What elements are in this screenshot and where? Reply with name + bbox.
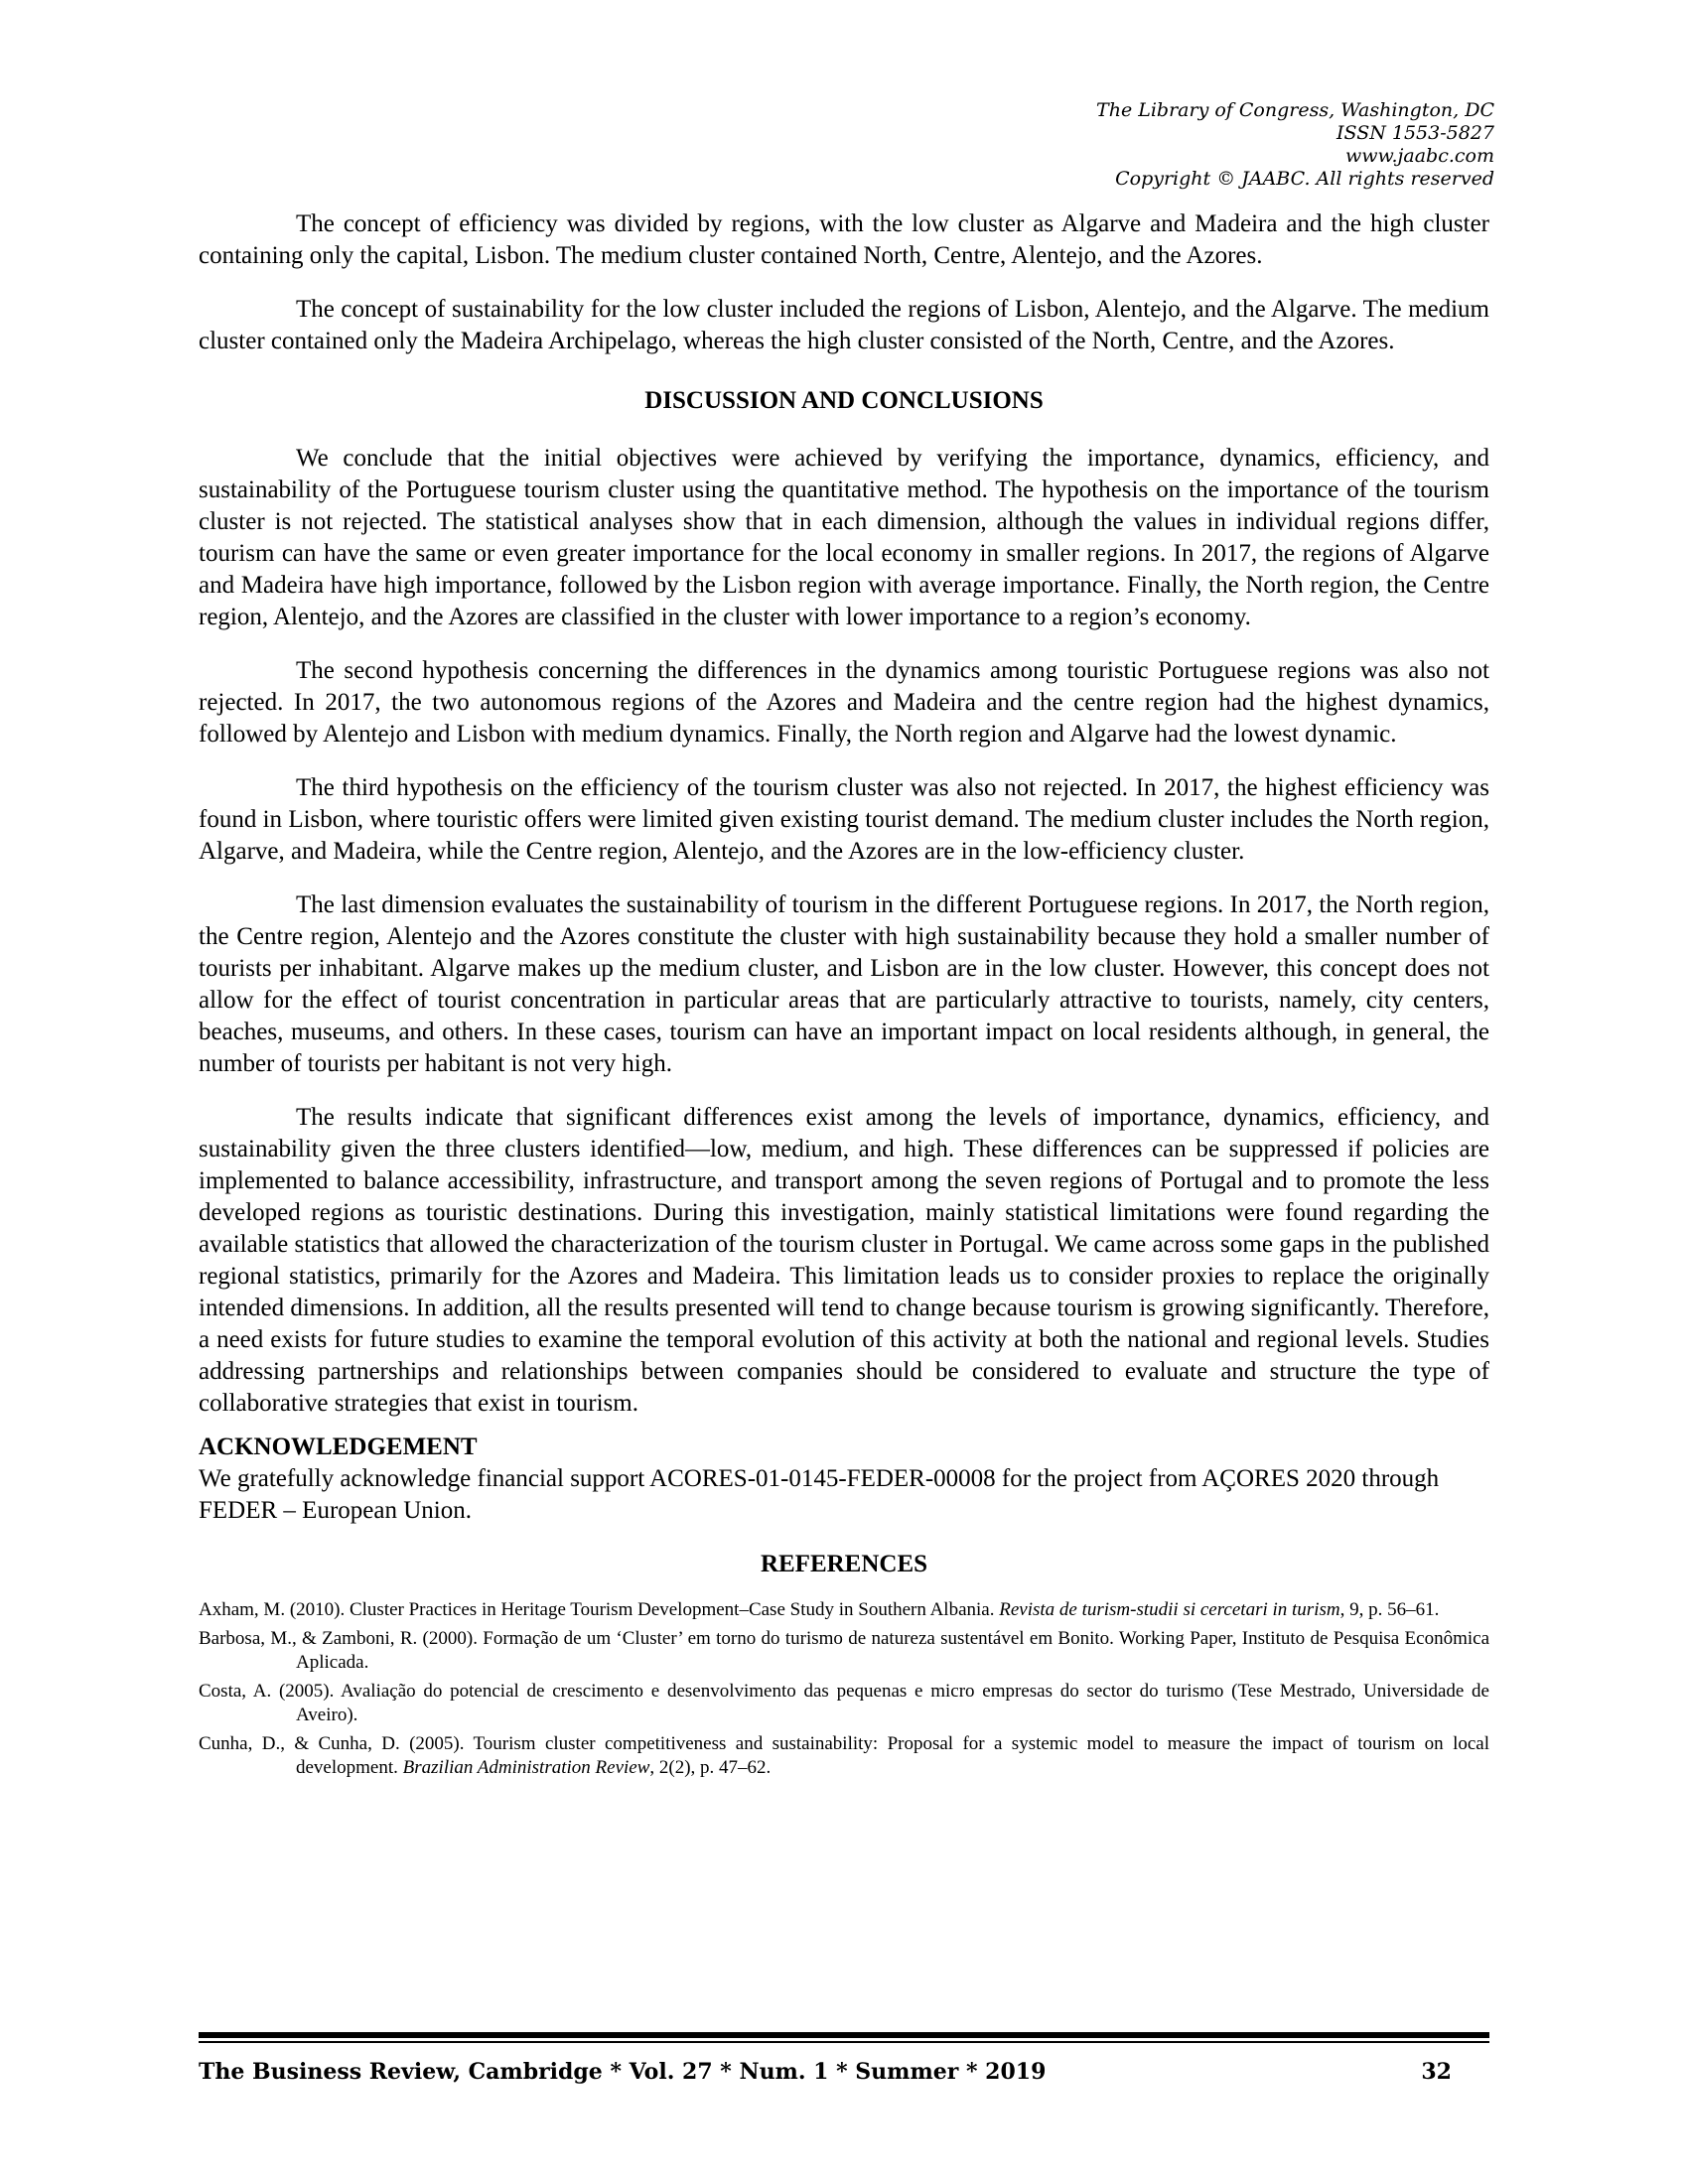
paragraph-discussion-5: The results indicate that significant differences exist among the levels of importance, dynamics, efficiency, and sustainability given the three clusters identified—low, medium, and high. These differences can be suppressed if policies are implemented to balance accessibility, infrastructure, and transport among the seven regions of Portugal and to promote the less developed regions as touristic destinations. During this investigation, mainly statistical limitations were found regarding the available statistics that allowed the characterization of the tourism cluster in Portugal. We came across some gaps in the published regional statistics, primarily for the Azores and Madeira. This limitation leads us to consider proxies to replace the originally intended dimensions. In addition, all the results presented will tend to change because tourism is growing significantly. Therefore, a need exists for future studies to examine the temporal evolution of this activity at both the national and regional levels. Studies addressing partnerships and relationships between companies should be considered to evaluate and structure the type of collaborative strategies that exist in tourism. bbox=[199, 1104, 1489, 1417]
paragraph-discussion-3: The third hypothesis on the efficiency of the tourism cluster was also not rejected. In 2017, the highest efficiency was found in Lisbon, where touristic offers were limited given existing tourist demand. The medium cluster includes the North region, Algarve, and Madeira, while the Centre region, Alentejo, and the Azores are in the low-efficiency cluster. bbox=[199, 774, 1489, 865]
header-issn: ISSN 1553-5827 bbox=[1336, 122, 1494, 144]
reference-item bbox=[199, 1732, 1489, 1780]
footer-journal-citation: The Business Review, Cambridge * Vol. 27 * Num. 1 * Summer * 2019 bbox=[199, 2059, 1047, 2085]
footer-divider bbox=[199, 2032, 1489, 2043]
header-copyright: Copyright © JAABC. All rights reserved bbox=[1115, 168, 1494, 190]
section-heading-references: REFERENCES bbox=[760, 1551, 928, 1577]
page-number: 32 bbox=[1421, 2059, 1452, 2085]
reference-text: Costa, A. (2005). Avaliação do potencial de crescimento e desenvolvimento das pequenas e micro empresas do sector do turismo (Tese Mestrado, Universidade de Aveiro). bbox=[199, 1681, 1489, 1725]
reference-text: Cunha, D., & Cunha, D. (2005). Tourism cluster competitiveness and sustainability: Proposal for a systemic model to measure the impact of tourism on local development. bbox=[199, 1733, 1489, 1778]
reference-item bbox=[199, 1680, 1489, 1727]
article-body bbox=[199, 208, 1489, 1785]
acknowledgement-text: We gratefully acknowledge financial support ACORES-01-0145-FEDER-00008 for the project from AÇORES 2020 through FEDER – European Union. bbox=[199, 1465, 1440, 1524]
section-heading-acknowledgement: ACKNOWLEDGEMENT bbox=[199, 1433, 478, 1460]
reference-item bbox=[199, 1598, 1489, 1622]
header-library: The Library of Congress, Washington, DC bbox=[1096, 99, 1494, 121]
reference-text: Barbosa, M., & Zamboni, R. (2000). Formação de um ‘Cluster’ em torno do turismo de natureza sustentável em Bonito. Working Paper, Instituto de Pesquisa Econômica Aplicada. bbox=[199, 1628, 1489, 1673]
section-heading-discussion: DISCUSSION AND CONCLUSIONS bbox=[644, 387, 1044, 414]
footer-rule-thick bbox=[199, 2032, 1489, 2038]
journal-header bbox=[799, 99, 1494, 191]
reference-text: Axham, M. (2010). Cluster Practices in Heritage Tourism Development–Case Study in Southern Albania. bbox=[199, 1599, 1000, 1620]
header-website: www.jaabc.com bbox=[1344, 145, 1494, 167]
reference-source-title: Revista de turism-studii si cercetari in turism bbox=[999, 1599, 1340, 1620]
paragraph-discussion-4: The last dimension evaluates the sustainability of tourism in the different Portuguese regions. In 2017, the North region, the Centre region, Alentejo and the Azores constitute the cluster with high sustainability because they hold a smaller number of tourists per inhabitant. Algarve makes up the medium cluster, and Lisbon are in the low cluster. However, this concept does not allow for the effect of tourist concentration in particular areas that are particularly attractive to tourists, namely, city centers, beaches, museums, and others. In these cases, tourism can have an important impact on local residents although, in general, the number of tourists per habitant is not very high. bbox=[199, 891, 1489, 1077]
paragraph-efficiency: The concept of efficiency was divided by regions, with the low cluster as Algarve and Madeira and the high cluster containing only the capital, Lisbon. The medium cluster contained North, Centre, Alentejo, and the Azores. bbox=[199, 210, 1489, 269]
paragraph-discussion-1: We conclude that the initial objectives were achieved by verifying the importance, dynamics, efficiency, and sustainability of the Portuguese tourism cluster using the quantitative method. The hypothesis on the importance of the tourism cluster is not rejected. The statistical analyses show that in each dimension, although the values in individual regions differ, tourism can have the same or even greater importance for the local economy in smaller regions. In 2017, the regions of Algarve and Madeira have high importance, followed by the Lisbon region with average importance. Finally, the North region, the Centre region, Alentejo, and the Azores are classified in the cluster with lower importance to a region’s economy. bbox=[199, 445, 1489, 630]
paragraph-sustainability: The concept of sustainability for the low cluster included the regions of Lisbon, Alentejo, and the Algarve. The medium cluster contained only the Madeira Archipelago, whereas the high cluster consisted of the North, Centre, and the Azores. bbox=[199, 296, 1489, 354]
reference-item bbox=[199, 1627, 1489, 1675]
footer-rule-thin bbox=[199, 2041, 1489, 2043]
paragraph-discussion-2: The second hypothesis concerning the differences in the dynamics among touristic Portuguese regions was also not rejected. In 2017, the two autonomous regions of the Azores and Madeira and the centre region had the highest dynamics, followed by Alentejo and Lisbon with medium dynamics. Finally, the North region and Algarve had the lowest dynamic. bbox=[199, 657, 1489, 748]
reference-source-title: Brazilian Administration Review bbox=[402, 1757, 650, 1778]
reference-text: , 2(2), p. 47–62. bbox=[649, 1757, 772, 1778]
reference-list bbox=[199, 1598, 1489, 1780]
reference-text: , 9, p. 56–61. bbox=[1339, 1599, 1440, 1620]
